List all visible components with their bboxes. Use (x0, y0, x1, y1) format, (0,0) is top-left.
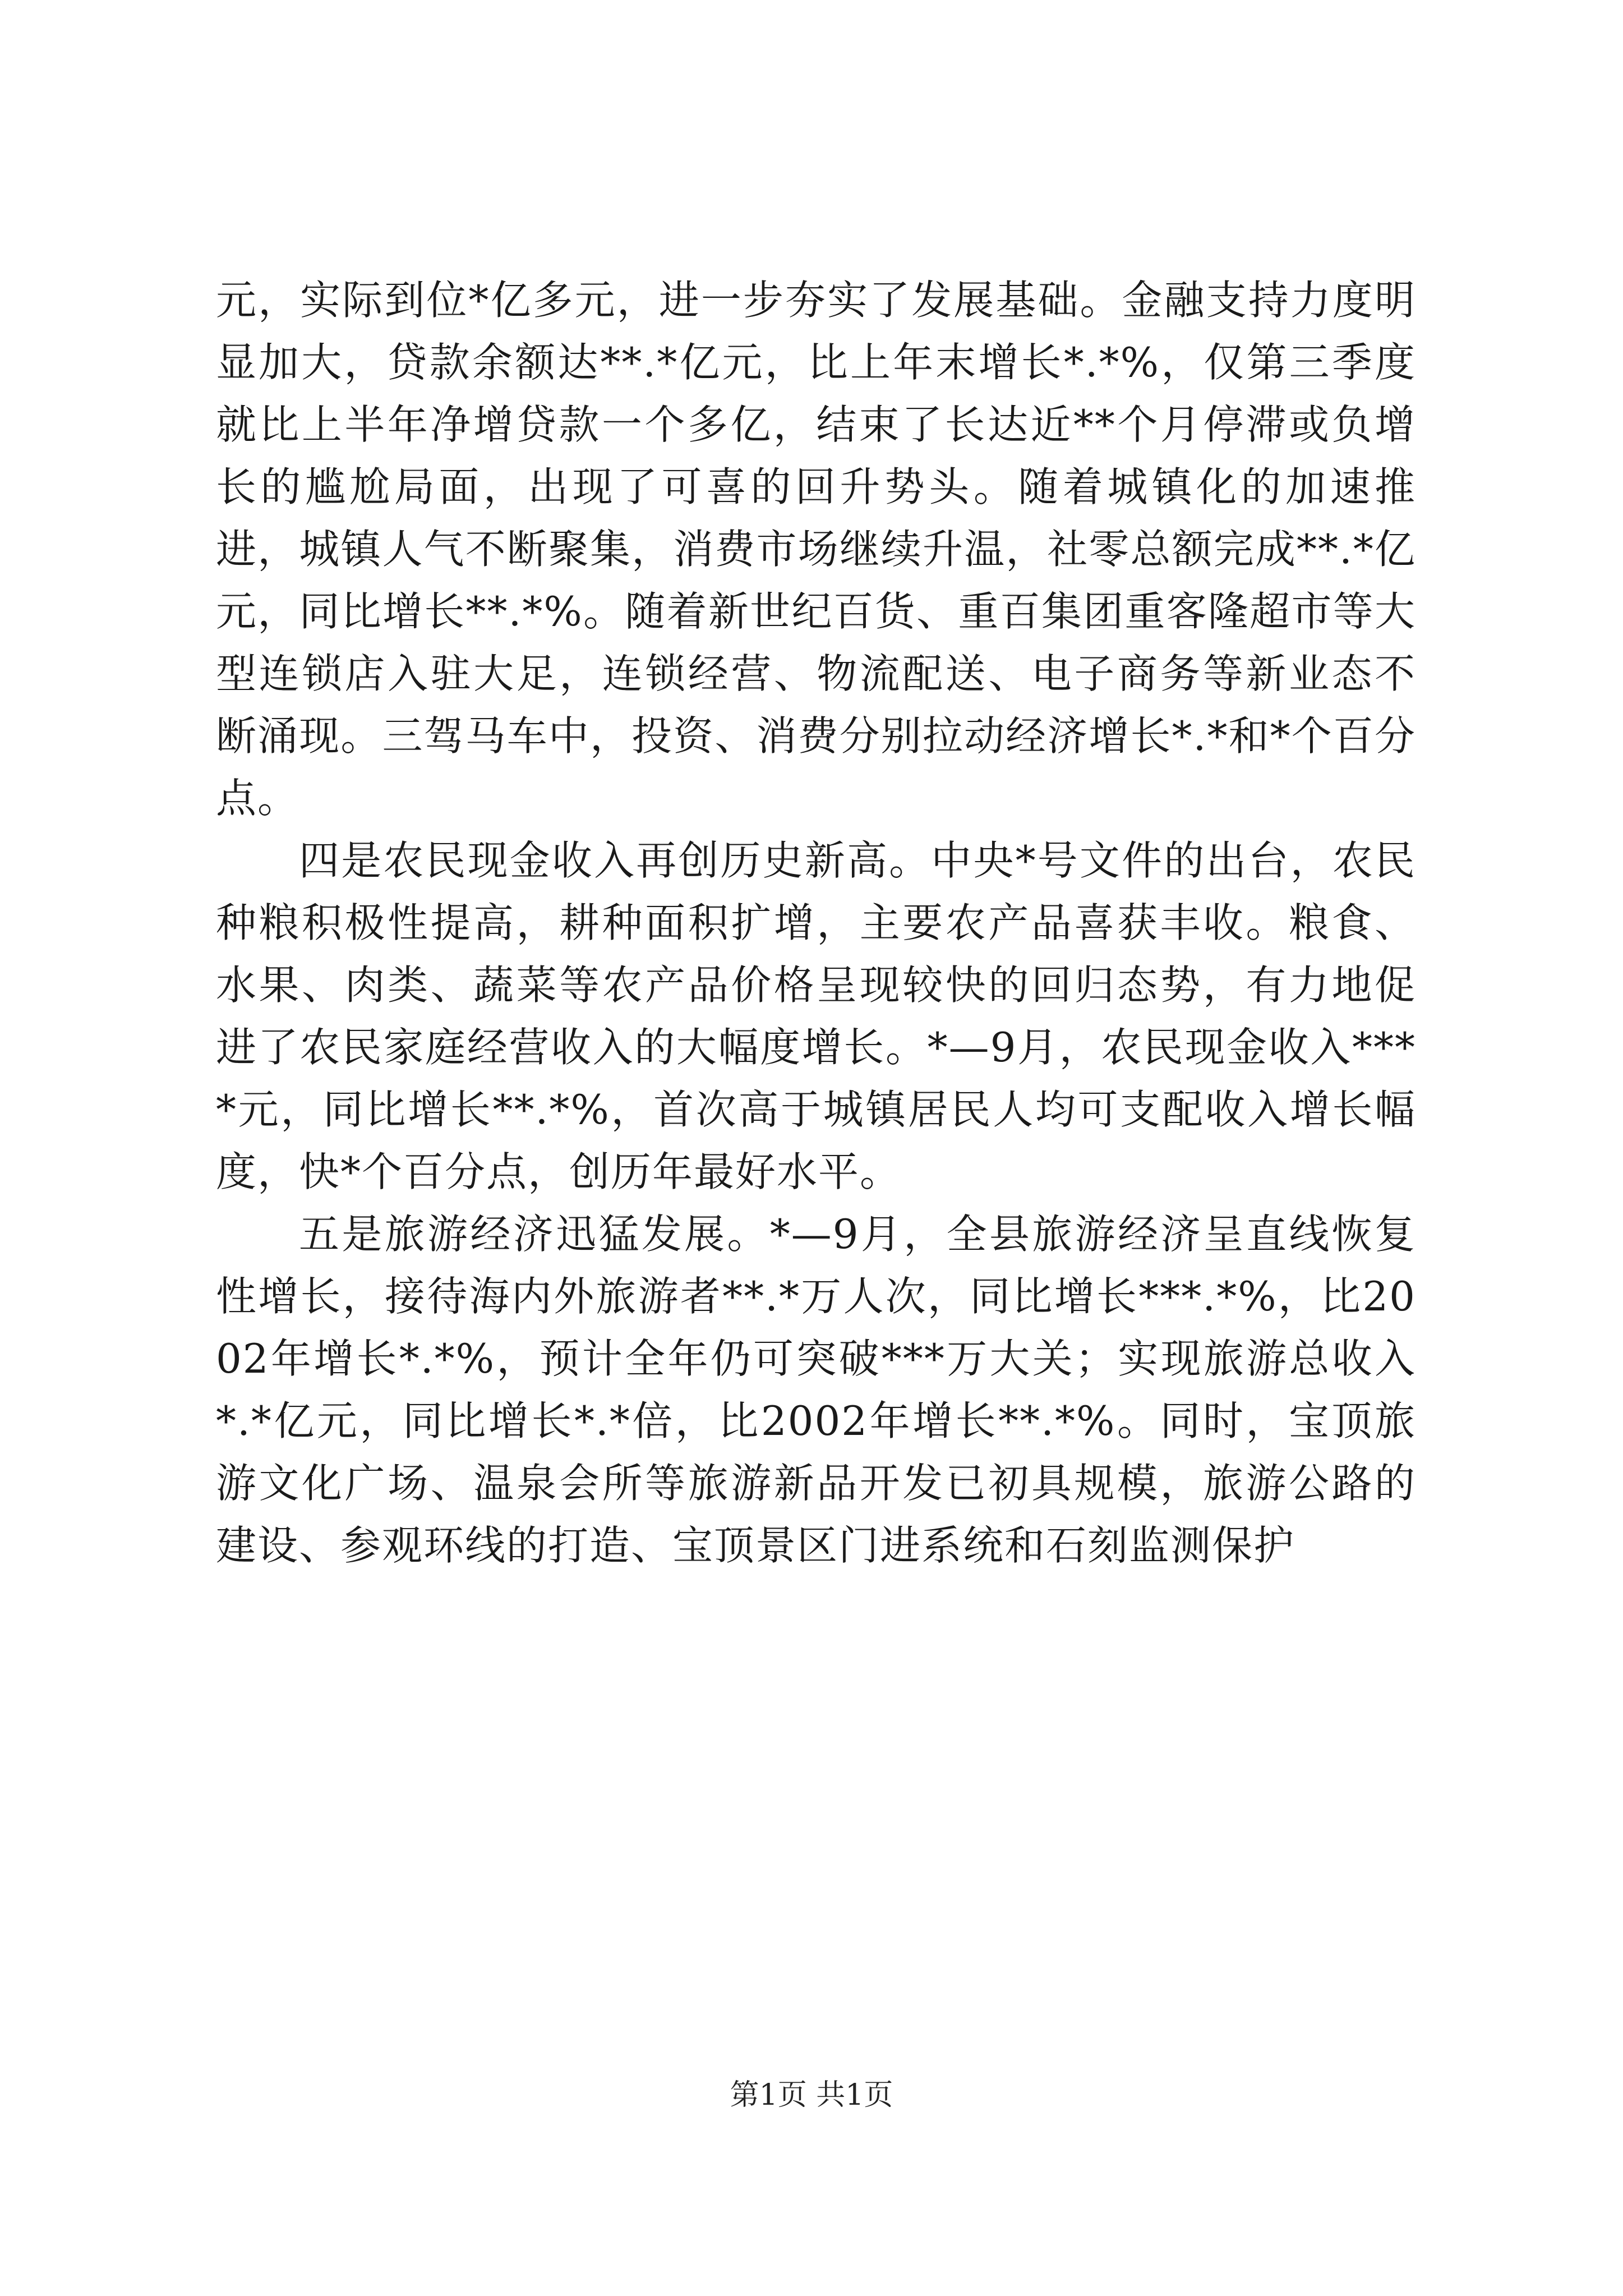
document-body (216, 269, 1416, 1577)
paragraph-2: 四是农民现金收入再创历史新高。中央*号文件的出台，农民种粮积极性提高，耕种面积扩增，主要农产品喜获丰收。粮食、水果、肉类、蔬菜等农产品价格呈现较快的回归态势，有力地促进了农民家庭经营收入的大幅度增长。*—9月，农民现金收入****元，同比增长**.*%，首次高于城镇居民人均可支配收入增长幅度，快*个百分点，创历年最好水平。 (216, 837, 1416, 1195)
page-footer: 第1页 共1页 (730, 2078, 893, 2112)
paragraph-1: 元，实际到位*亿多元，进一步夯实了发展基础。金融支持力度明显加大，贷款余额达**.*亿元，比上年末增长*.*%，仅第三季度就比上半年净增贷款一个多亿，结束了长达近**个月停滞或负增长的尴尬局面，出现了可喜的回升势头。随着城镇化的加速推进，城镇人气不断聚集，消费市场继续升温，社零总额完成**.*亿元，同比增长**.*%。随着新世纪百货、重百集团重客隆超市等大型连锁店入驻大足，连锁经营、物流配送、电子商务等新业态不断涌现。三驾马车中，投资、消费分别拉动经济增长*.*和*个百分点。 (216, 277, 1416, 822)
paragraph-3: 五是旅游经济迅猛发展。*—9月，全县旅游经济呈直线恢复性增长，接待海内外旅游者**.*万人次，同比增长***.*%，比2002年增长*.*%，预计全年仍可突破***万大关；实现旅游总收入*.*亿元，同比增长*.*倍，比2002年增长**.*%。同时，宝顶旅游文化广场、温泉会所等旅游新品开发已初具规模，旅游公路的建设、参观环线的打造、宝顶景区门进系统和石刻监测保护 (216, 1211, 1416, 1569)
